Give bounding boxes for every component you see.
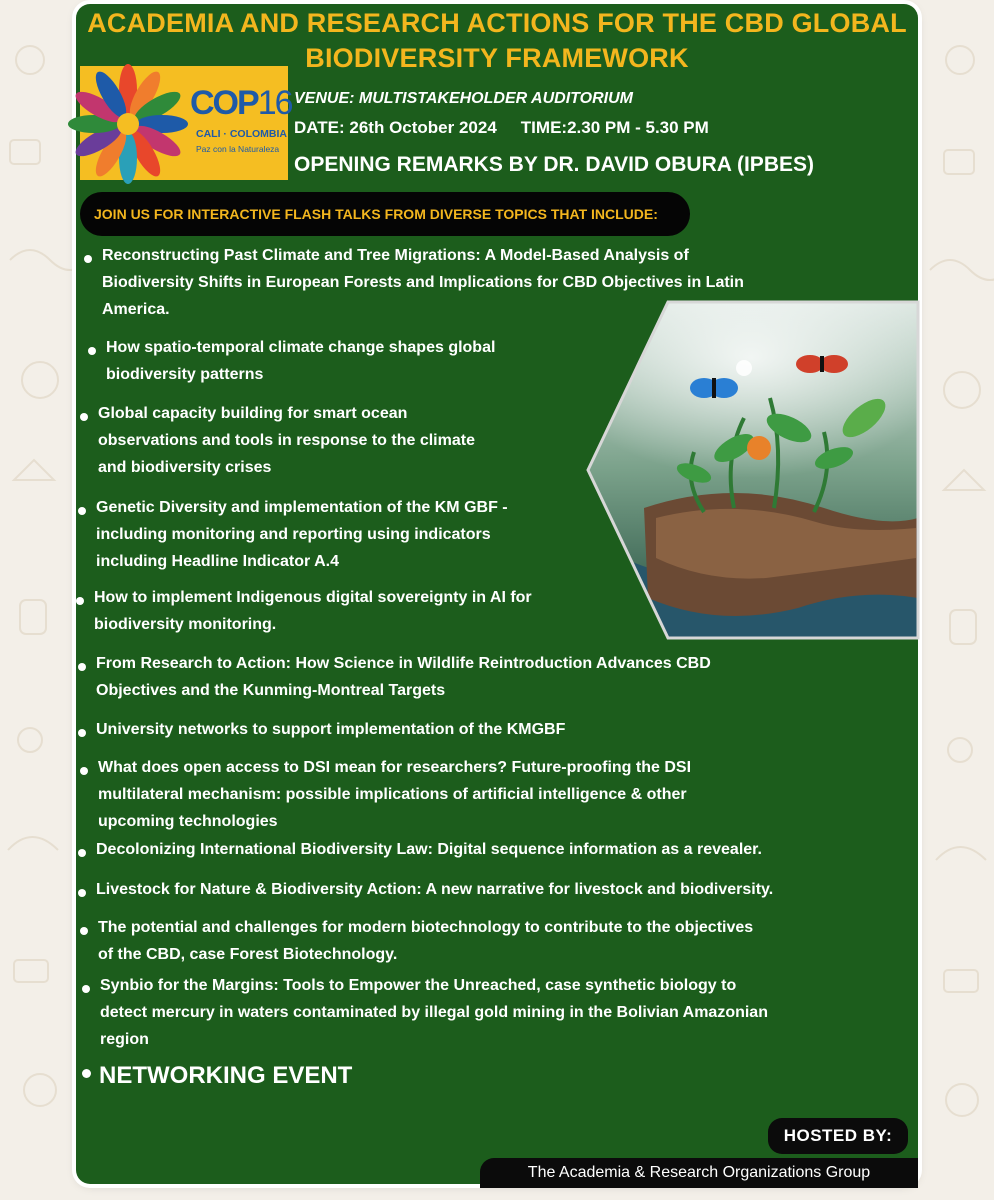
talk-item xyxy=(98,400,475,481)
bullet-icon xyxy=(84,255,92,263)
talk-line: biodiversity patterns xyxy=(106,366,264,383)
talk-line: Decolonizing International Biodiversity Law: Digital sequence information as a revealer. xyxy=(96,841,762,858)
talk-line: What does open access to DSI mean for researchers? Future-proofing the DSI xyxy=(98,759,692,776)
talk-item xyxy=(96,836,762,863)
event-poster xyxy=(76,4,918,1184)
organizer-label: The Academia & Research Organizations Group xyxy=(480,1158,918,1188)
bullet-icon xyxy=(80,413,88,421)
talk-line: The potential and challenges for modern biotechnology to contribute to the objectives xyxy=(98,919,754,936)
talk-line: detect mercury in waters contaminated by illegal gold mining in the Bolivian Amazonian xyxy=(100,1004,768,1021)
bullet-icon xyxy=(78,729,86,737)
talk-line: University networks to support implementation of the KMGBF xyxy=(96,721,566,738)
talk-item xyxy=(96,494,508,575)
bullet-icon xyxy=(88,347,96,355)
talk-line: How to implement Indigenous digital sovereignty in AI for xyxy=(94,589,532,606)
talk-item xyxy=(102,242,744,323)
talk-item xyxy=(98,914,753,968)
talk-line: How spatio-temporal climate change shapes global xyxy=(106,339,496,356)
hosted-by-badge: HOSTED BY: xyxy=(768,1118,908,1154)
talk-line: Global capacity building for smart ocean xyxy=(98,405,408,422)
bullet-icon xyxy=(78,507,86,515)
time-text: TIME:2.30 PM - 5.30 PM xyxy=(520,118,709,137)
talk-line: Synbio for the Margins: Tools to Empower the Unreached, case synthetic biology to xyxy=(100,977,737,994)
bullet-icon xyxy=(78,889,86,897)
join-banner: JOIN US FOR INTERACTIVE FLASH TALKS FROM DIVERSE TOPICS THAT INCLUDE: xyxy=(80,192,690,236)
title-line-1: ACADEMIA AND RESEARCH ACTIONS FOR THE CBD GLOBAL xyxy=(87,8,907,38)
bullet-icon xyxy=(82,985,90,993)
talk-item xyxy=(96,876,773,903)
talk-line: Reconstructing Past Climate and Tree Migrations: A Model-Based Analysis of xyxy=(102,247,689,264)
talk-line: observations and tools in response to the climate xyxy=(98,432,475,449)
logo-tagline: Paz con la Naturaleza xyxy=(196,144,280,154)
date-text: DATE: 26th October 2024 xyxy=(294,118,497,137)
talk-line: America. xyxy=(102,301,170,318)
talk-item xyxy=(96,650,711,704)
talk-line: biodiversity monitoring. xyxy=(94,616,277,633)
bullet-icon xyxy=(80,927,88,935)
talk-line: including Headline Indicator A.4 xyxy=(96,553,339,570)
talk-item xyxy=(98,754,691,835)
talk-line: upcoming technologies xyxy=(98,813,278,830)
talk-line: including monitoring and reporting using indicators xyxy=(96,526,491,543)
networking-event xyxy=(82,1062,352,1090)
bullet-icon xyxy=(82,1069,91,1078)
talk-line: Genetic Diversity and implementation of the KM GBF - xyxy=(96,499,508,516)
bullet-icon xyxy=(78,849,86,857)
talk-item xyxy=(96,716,565,743)
talk-item xyxy=(106,334,495,388)
flash-talks-list xyxy=(76,4,918,1184)
talk-item xyxy=(100,972,768,1053)
talk-line: and biodiversity crises xyxy=(98,459,272,476)
talk-line: Biodiversity Shifts in European Forests and Implications for CBD Objectives in Latin xyxy=(102,274,744,291)
title-line-2: BIODIVERSITY FRAMEWORK xyxy=(305,43,689,73)
venue-text: VENUE: MULTISTAKEHOLDER AUDITORIUM xyxy=(294,90,633,107)
opening-remarks: OPENING REMARKS BY DR. DAVID OBURA (IPBES) xyxy=(294,153,814,176)
bullet-icon xyxy=(76,597,84,605)
talk-item xyxy=(94,584,532,638)
talk-line: region xyxy=(100,1031,149,1048)
cop-wordmark: COP16 xyxy=(190,84,292,122)
talk-line: of the CBD, case Forest Biotechnology. xyxy=(98,946,398,963)
bullet-icon xyxy=(80,767,88,775)
networking-label: NETWORKING EVENT xyxy=(99,1062,353,1089)
talk-line: Objectives and the Kunming-Montreal Targets xyxy=(96,682,446,699)
logo-city: CALI · COLOMBIA xyxy=(196,128,287,140)
talk-line: Livestock for Nature & Biodiversity Action: A new narrative for livestock and biodiversity. xyxy=(96,881,774,898)
bullet-icon xyxy=(78,663,86,671)
talk-line: multilateral mechanism: possible implications of artificial intelligence & other xyxy=(98,786,687,803)
talk-line: From Research to Action: How Science in Wildlife Reintroduction Advances CBD xyxy=(96,655,711,672)
